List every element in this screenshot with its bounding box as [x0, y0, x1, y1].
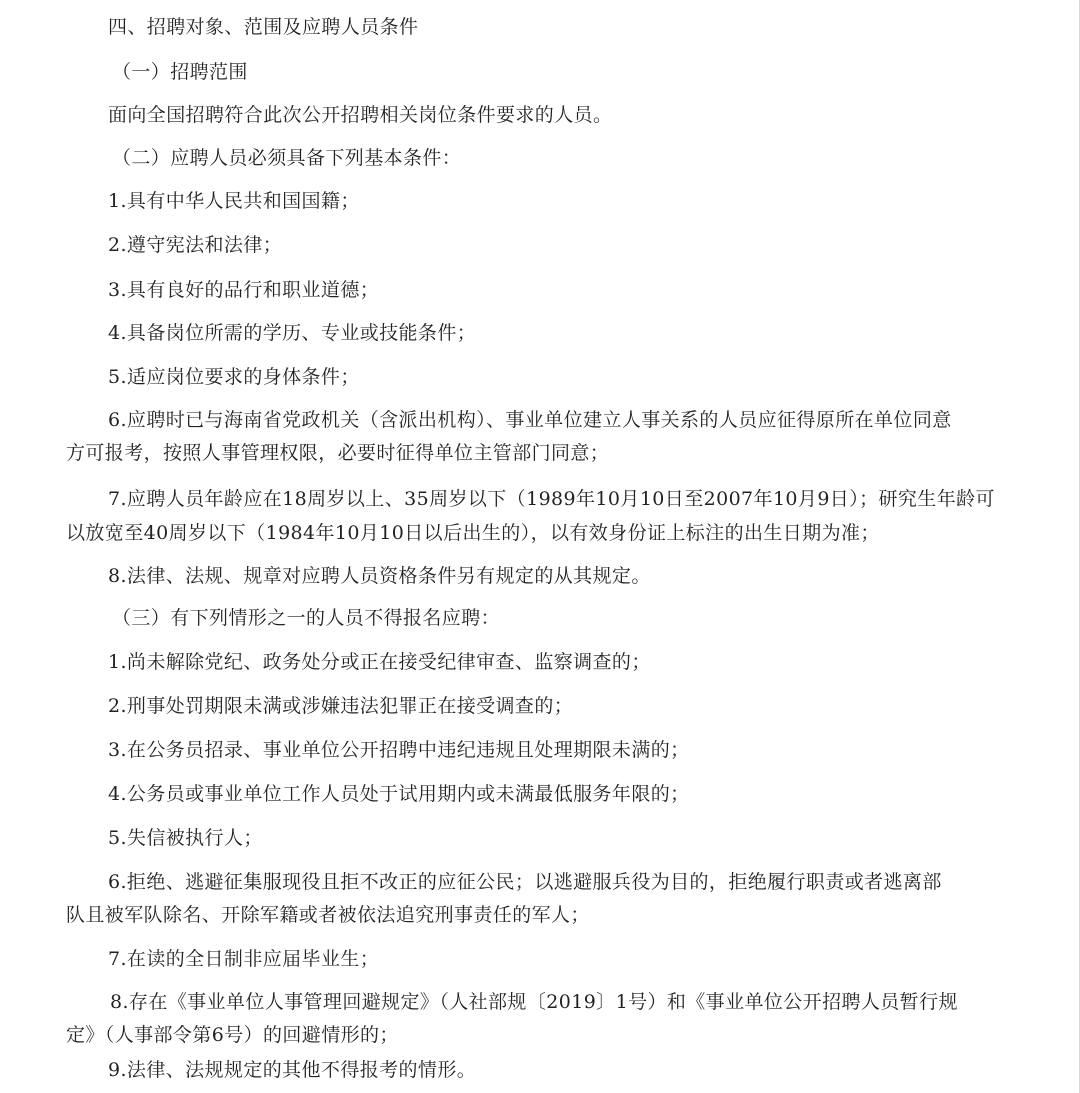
- scope-paragraph: 面向全国招聘符合此次公开招聘相关岗位条件要求的人员。: [108, 104, 613, 126]
- subsection-heading-exclusions: （三）有下列情形之一的人员不得报名应聘：: [112, 607, 501, 629]
- exclusion-item-continuation: 队且被军队除名、开除军籍或者被依法追究刑事责任的军人；: [66, 904, 590, 926]
- exclusion-item: 4.公务员或事业单位工作人员处于试用期内或未满最低服务年限的；: [108, 783, 690, 805]
- exclusion-item: 5.失信被执行人；: [108, 827, 263, 849]
- condition-item: 6.应聘时已与海南省党政机关（含派出机构）、事业单位建立人事关系的人员应征得原所在单位同意: [108, 409, 952, 431]
- exclusion-item: 6.拒绝、逃避征集服现役且拒不改正的应征公民；以逃避服兵役为目的，拒绝履行职责或者逃离部: [108, 871, 942, 893]
- exclusion-item: 2.刑事处罚期限未满或涉嫌违法犯罪正在接受调查的；: [108, 695, 574, 717]
- subsection-heading-conditions: （二）应聘人员必须具备下列基本条件：: [112, 147, 462, 169]
- exclusion-item: 9.法律、法规规定的其他不得报考的情形。: [108, 1059, 477, 1081]
- exclusion-item: 7.在读的全日制非应届毕业生；: [108, 948, 380, 970]
- subsection-heading-scope: （一）招聘范围: [112, 61, 248, 83]
- condition-item-continuation: 以放宽至40周岁以下（1984年10月10日以后出生的），以有效身份证上标注的出生日期为准；: [66, 522, 880, 544]
- condition-item: 3.具有良好的品行和职业道德；: [108, 279, 380, 301]
- condition-item: 1.具有中华人民共和国国籍；: [108, 190, 360, 212]
- exclusion-item: 3.在公务员招录、事业单位公开招聘中违纪违规且处理期限未满的；: [108, 739, 690, 761]
- condition-item: 7.应聘人员年龄应在18周岁以上、35周岁以下（1989年10月10日至2007年10月9日）；研究生年龄可: [108, 488, 995, 510]
- exclusion-item: 1.尚未解除党纪、政务处分或正在接受纪律审查、监察调查的；: [108, 651, 651, 673]
- exclusion-item-continuation: 定》（人事部令第6号）的回避情形的；: [66, 1024, 399, 1046]
- condition-item: 4.具备岗位所需的学历、专业或技能条件；: [108, 322, 477, 344]
- condition-item: 8.法律、法规、规章对应聘人员资格条件另有规定的从其规定。: [108, 565, 651, 587]
- section-heading: 四、招聘对象、范围及应聘人员条件: [108, 16, 419, 38]
- exclusion-item: 8.存在《事业单位人事管理回避规定》（人社部规〔2019〕1号）和《事业单位公开招聘人员暂行规: [110, 991, 958, 1013]
- condition-item: 2.遵守宪法和法律；: [108, 234, 283, 256]
- condition-item: 5.适应岗位要求的身体条件；: [108, 366, 360, 388]
- condition-item-continuation: 方可报考，按照人事管理权限，必要时征得单位主管部门同意；: [66, 442, 610, 464]
